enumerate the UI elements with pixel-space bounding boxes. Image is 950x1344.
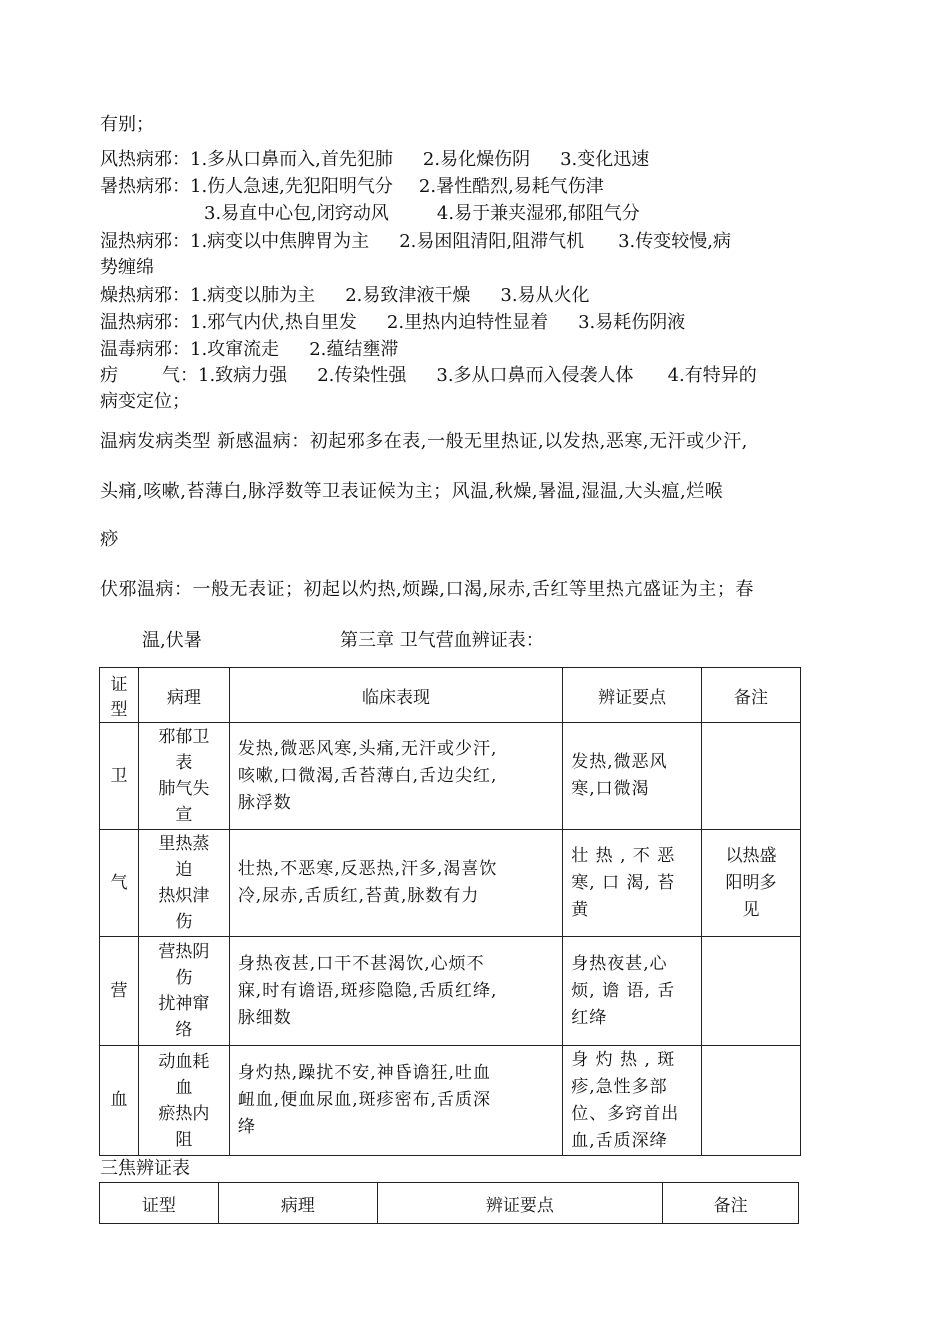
cell-line: 扰神窜 xyxy=(158,994,210,1014)
cell-line: 发热,微恶风寒,头痛,无汗或少汗, xyxy=(237,738,498,759)
cell-line: 血 xyxy=(175,1077,193,1098)
pathogen-point: 2.蕴结壅滞 xyxy=(309,339,399,360)
san-jiao-table xyxy=(99,1182,799,1224)
onset-paragraph-line: 伏邪温病：一般无表证；初起以灼热,烦躁,口渴,尿赤,舌红等里热亢盛证为主；春 xyxy=(100,579,754,600)
table-caption: 三焦辨证表 xyxy=(100,1158,190,1179)
onset-paragraph-line: 温,伏暑 xyxy=(142,630,202,651)
header-key: 辨证要点 xyxy=(563,668,702,723)
wei-qi-ying-xue-table xyxy=(99,667,801,1156)
cell-line: 寒,口微渴 xyxy=(571,779,650,799)
cell-line: 壮热,不恶寒,反恶热,汗多,渴喜饮 xyxy=(237,859,498,879)
cell-line: 脉细数 xyxy=(237,1007,292,1028)
pathogen-point: 4.易于兼夹湿邪,郁阻气分 xyxy=(436,203,640,224)
pathogen-label: 暑热病邪： xyxy=(100,176,190,197)
pathogen-point: 2.易困阻清阳,阻滞气机 xyxy=(399,231,585,252)
pathogen-label: 疠 xyxy=(100,365,118,386)
table-header-row xyxy=(100,668,801,723)
cell-line: 络 xyxy=(175,1020,193,1040)
cell-line: 黄 xyxy=(571,899,590,920)
cell-clinical xyxy=(229,1046,562,1156)
pathogen-label: 湿热病邪： xyxy=(100,231,190,252)
pathogen-point: 3.易直中心包,闭窍动风 xyxy=(204,203,389,224)
cell-line: 血,舌质深绛 xyxy=(571,1130,668,1151)
pathogen-feng-re xyxy=(100,148,649,172)
pathogen-point: 2.易致津液干燥 xyxy=(345,285,471,306)
pathogen-label: 风热病邪： xyxy=(100,149,190,170)
pathogen-shi-re xyxy=(100,230,731,254)
cell-line: 营热阴 xyxy=(158,942,210,962)
cell-line: 伤 xyxy=(175,912,193,932)
cell-clinical xyxy=(229,723,562,830)
cell-line: 寐,时有谵语,斑疹隐隐,舌质红绛, xyxy=(237,980,498,1001)
intro-line: 有别； xyxy=(100,114,154,135)
table-row xyxy=(100,937,801,1046)
cell-line: 见 xyxy=(742,899,760,920)
cell-clinical xyxy=(229,937,562,1046)
pathogen-point: 2.里热内迫特性显着 xyxy=(386,312,549,333)
pathogen-point: 3.易从火化 xyxy=(500,285,590,306)
cell-line: 脉浮数 xyxy=(237,792,292,813)
cell-line: 迫 xyxy=(175,860,193,880)
cell-pathology xyxy=(138,1046,229,1156)
pathogen-zao-re xyxy=(100,284,590,308)
header-key: 辨证要点 xyxy=(377,1183,663,1224)
table-row xyxy=(100,1046,801,1156)
cell-line: 寒, 口 渴, 苔 xyxy=(571,872,676,893)
cell-line: 瘀热内 xyxy=(158,1103,210,1124)
cell-line: 肺气失 xyxy=(158,779,210,799)
cell-line: 宣 xyxy=(175,805,193,825)
cell-line: 邪郁卫 xyxy=(158,727,210,747)
cell-type: 卫 xyxy=(100,723,139,830)
cell-type: 营 xyxy=(100,937,139,1046)
cell-note xyxy=(702,830,801,937)
pathogen-shu-re-cont xyxy=(204,202,640,226)
pathogen-point: 1.伤人急速,先犯阳明气分 xyxy=(190,176,393,197)
cell-line: 里热蒸 xyxy=(158,834,210,854)
cell-pathology xyxy=(138,937,229,1046)
header-clinical: 临床表现 xyxy=(229,668,562,723)
pathogen-point: 3.传变较慢,病 xyxy=(618,231,731,252)
cell-line: 伤 xyxy=(175,968,193,988)
cell-clinical xyxy=(229,830,562,937)
header-type: 证型 xyxy=(100,1183,219,1224)
pathogen-point: 1.致病力强 xyxy=(198,365,288,386)
cell-line: 疹,急性多部 xyxy=(571,1076,668,1097)
cell-line: 壮 热 , 不 恶 xyxy=(571,845,676,866)
onset-paragraph-line: 头痛,咳嗽,苔薄白,脉浮数等卫表证候为主；风温,秋燥,暑温,湿温,大头瘟,烂喉 xyxy=(100,481,724,502)
pathogen-point: 4.有特异的 xyxy=(667,365,757,386)
pathogen-point: 3.易耗伤阴液 xyxy=(578,312,686,333)
pathogen-label: 气： xyxy=(162,365,198,386)
header-type-line: 型 xyxy=(110,700,128,720)
pathogen-point: 1.病变以中焦脾胃为主 xyxy=(190,231,370,252)
header-note: 备注 xyxy=(702,668,801,723)
pathogen-point: 1.病变以肺为主 xyxy=(190,285,316,306)
cell-line: 阻 xyxy=(175,1129,193,1150)
pathogen-point: 2.暑性酷烈,易耗气伤津 xyxy=(418,176,604,197)
header-type-line: 证 xyxy=(110,675,128,695)
pathogen-label: 温热病邪： xyxy=(100,312,190,333)
cell-line: 阳明多 xyxy=(725,872,777,893)
pathogen-wen-re xyxy=(100,311,685,335)
onset-paragraph-line: 痧 xyxy=(100,529,118,550)
cell-note xyxy=(702,1046,801,1156)
pathogen-point: 3.多从口鼻而入侵袭人体 xyxy=(436,365,634,386)
pathogen-point: 3.变化迅速 xyxy=(560,149,650,170)
cell-line: 衄血,便血尿血,斑疹密布,舌质深 xyxy=(237,1090,492,1110)
cell-line: 咳嗽,口微渴,舌苔薄白,舌边尖红, xyxy=(237,765,498,786)
header-note: 备注 xyxy=(663,1183,799,1224)
cell-type: 气 xyxy=(100,830,139,937)
cell-key xyxy=(563,830,702,937)
cell-line: 以热盛 xyxy=(725,845,777,866)
cell-line: 烦, 谵 语, 舌 xyxy=(571,980,676,1001)
cell-line: 热炽津 xyxy=(158,886,210,906)
cell-key xyxy=(563,937,702,1046)
pathogen-point: 1.邪气内伏,热自里发 xyxy=(190,312,357,333)
chapter-title: 第三章 卫气营血辨证表： xyxy=(340,630,544,651)
pathogen-li-qi xyxy=(100,364,757,388)
pathogen-li-qi-cont: 病变定位； xyxy=(100,391,190,412)
pathogen-point: 2.易化燥伤阴 xyxy=(422,149,531,170)
header-type xyxy=(100,668,139,723)
cell-line: 身热夜甚,心 xyxy=(571,953,668,974)
pathogen-label: 燥热病邪： xyxy=(100,285,190,306)
table-header-row xyxy=(100,1183,799,1224)
cell-key xyxy=(563,723,702,830)
pathogen-point: 2.传染性强 xyxy=(317,365,407,386)
pathogen-label: 温毒病邪： xyxy=(100,339,190,360)
cell-line: 发热,微恶风 xyxy=(571,752,668,772)
cell-line: 位、多窍首出 xyxy=(571,1103,680,1124)
header-pathology: 病理 xyxy=(218,1183,377,1224)
pathogen-shi-re-cont: 势缠绵 xyxy=(100,257,154,278)
cell-line: 身灼热,躁扰不安,神昏谵狂,吐血 xyxy=(237,1063,492,1083)
cell-note xyxy=(702,937,801,1046)
table-row xyxy=(100,830,801,937)
cell-line: 动血耗 xyxy=(158,1051,210,1072)
cell-line: 红绛 xyxy=(571,1007,608,1028)
cell-line: 冷,尿赤,舌质红,苔黄,脉数有力 xyxy=(237,886,480,906)
cell-type: 血 xyxy=(100,1046,139,1156)
cell-line: 身 灼 热 , 斑 xyxy=(571,1049,676,1070)
cell-line: 绛 xyxy=(237,1117,256,1137)
cell-line: 表 xyxy=(175,753,193,773)
pathogen-point: 1.攻窜流走 xyxy=(190,339,280,360)
header-pathology: 病理 xyxy=(138,668,229,723)
cell-key xyxy=(563,1046,702,1156)
pathogen-shu-re xyxy=(100,175,604,199)
cell-line: 身热夜甚,口干不甚渴饮,心烦不 xyxy=(237,953,485,974)
pathogen-wen-du xyxy=(100,338,398,362)
pathogen-point: 1.多从口鼻而入,首先犯肺 xyxy=(190,149,393,170)
table-row xyxy=(100,723,801,830)
cell-note xyxy=(702,723,801,830)
cell-pathology xyxy=(138,830,229,937)
cell-pathology xyxy=(138,723,229,830)
onset-paragraph-line: 温病发病类型 新感温病：初起邪多在表,一般无里热证,以发热,恶寒,无汗或少汗, xyxy=(100,431,748,452)
